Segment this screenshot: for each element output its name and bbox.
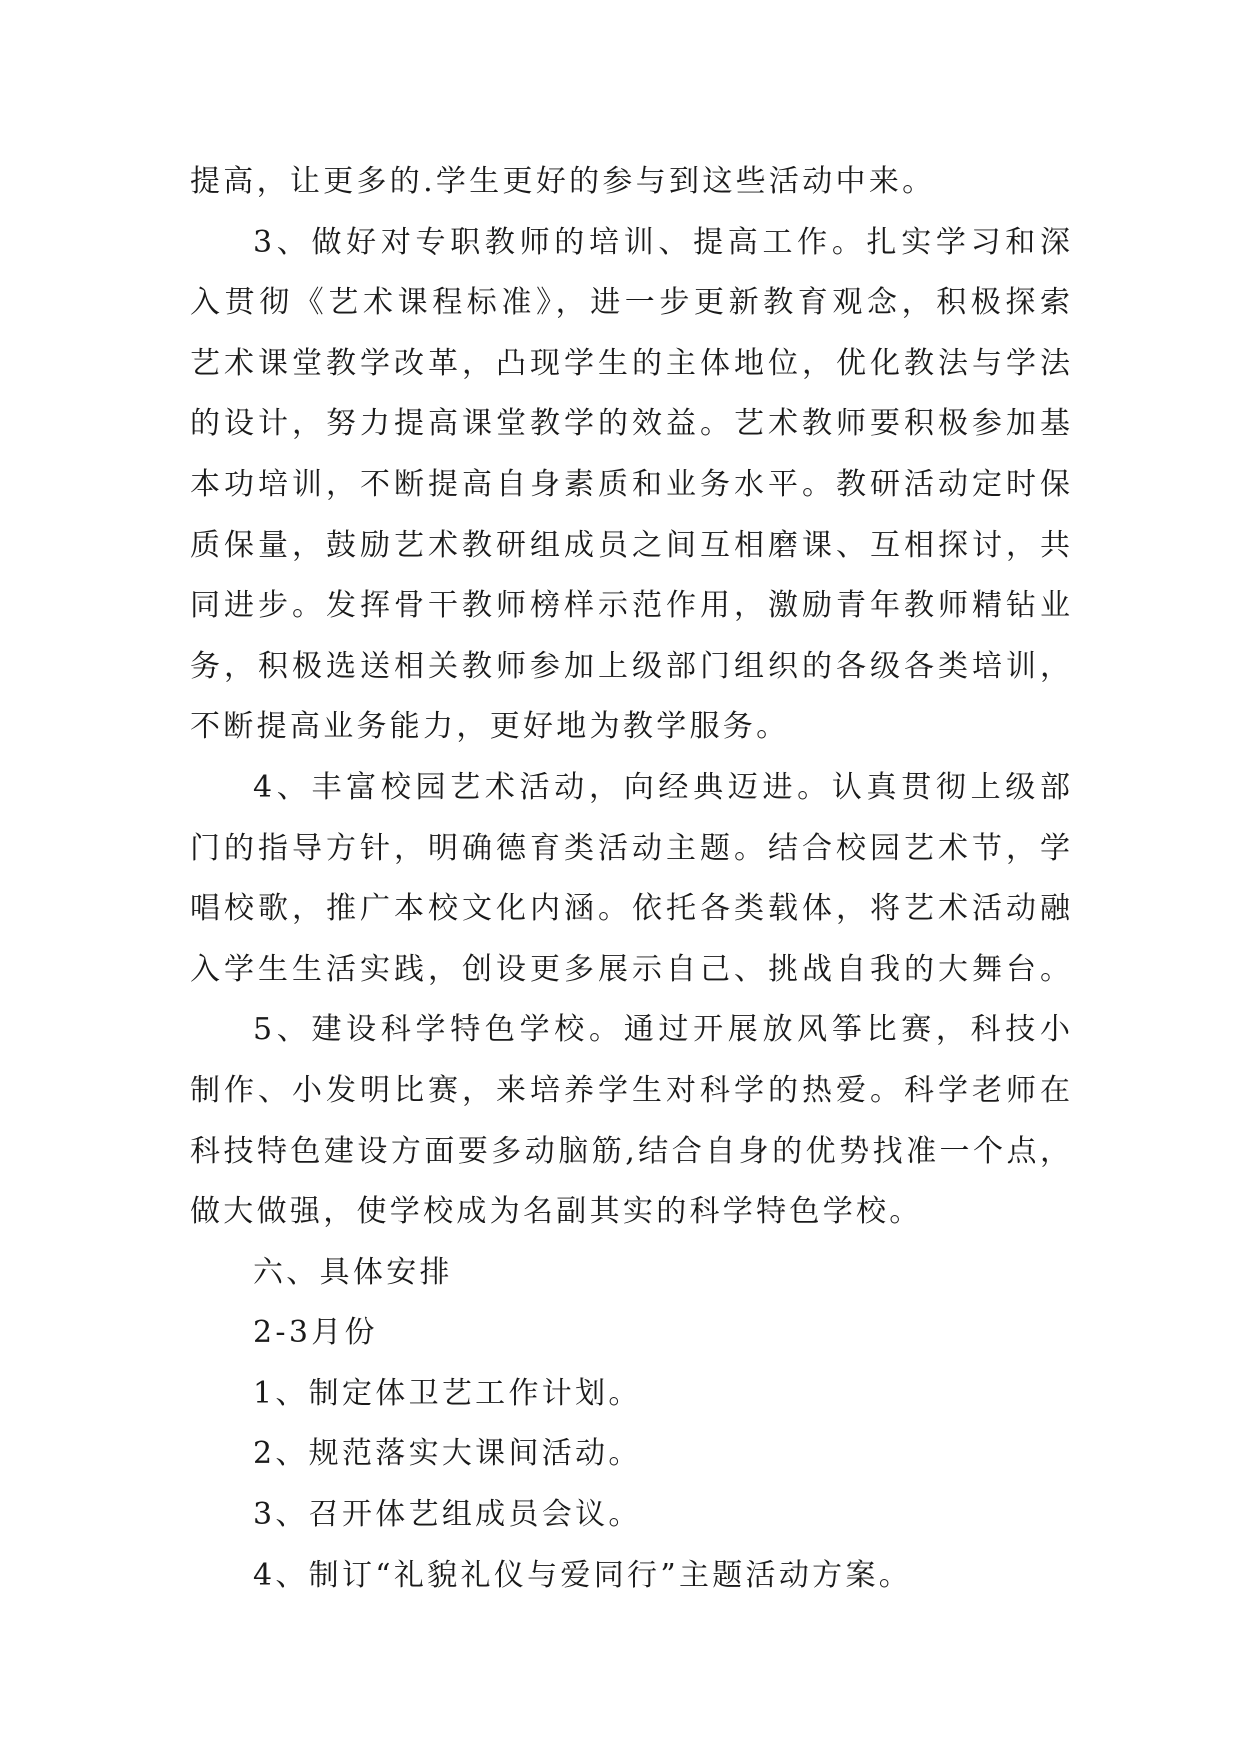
subheading-months: 2-3月份: [253, 1315, 378, 1351]
section-heading: 六、具体安排: [253, 1254, 453, 1290]
text-line: 门的指导方针，明确德育类活动主题。结合校园艺术节，学: [190, 830, 1070, 866]
text-line: 入学生生活实践，创设更多展示自己、挑战自我的大舞台。: [190, 951, 1070, 987]
text-line: 本功培训，不断提高自身素质和业务水平。教研活动定时保: [190, 466, 1070, 502]
text-line: 务，积极选送相关教师参加上级部门组织的各级各类培训，: [190, 648, 1070, 684]
text-line: 提高，让更多的.学生更好的参与到这些活动中来。: [190, 164, 936, 199]
list-item: 1、制定体卫艺工作计划。: [253, 1375, 642, 1411]
text-line: 4、丰富校园艺术活动，向经典迈进。认真贯彻上级部: [253, 769, 1070, 805]
list-item: 2、规范落实大课间活动。: [253, 1436, 642, 1472]
text-line: 入贯彻《艺术课程标准》，进一步更新教育观念，积极探索: [190, 285, 1070, 321]
document-body: [190, 152, 1070, 1606]
list-item: 4、制订“礼貌礼仪与爱同行”主题活动方案。: [253, 1557, 913, 1593]
text-line: 制作、小发明比赛，来培养学生对科学的热爱。科学老师在: [190, 1072, 1070, 1108]
text-line: 唱校歌，推广本校文化内涵。依托各类载体，将艺术活动融: [190, 891, 1070, 927]
text-line: 做大做强，使学校成为名副其实的科学特色学校。: [190, 1194, 923, 1230]
text-line: 3、做好对专职教师的培训、提高工作。扎实学习和深: [253, 224, 1070, 260]
text-line: 质保量，鼓励艺术教研组成员之间互相磨课、互相探讨，共: [190, 527, 1070, 563]
text-line: 艺术课堂教学改革，凸现学生的主体地位，优化教法与学法: [190, 345, 1070, 381]
text-line: 不断提高业务能力，更好地为教学服务。: [190, 709, 790, 745]
text-line: 同进步。发挥骨干教师榜样示范作用，激励青年教师精钻业: [190, 588, 1070, 624]
text-line: 科技特色建设方面要多动脑筋,结合自身的优势找准一个点，: [190, 1133, 1070, 1169]
list-item: 3、召开体艺组成员会议。: [253, 1497, 642, 1533]
text-line: 的设计，努力提高课堂教学的效益。艺术教师要积极参加基: [190, 406, 1070, 442]
text-line: 5、建设科学特色学校。通过开展放风筝比赛，科技小: [253, 1012, 1070, 1048]
